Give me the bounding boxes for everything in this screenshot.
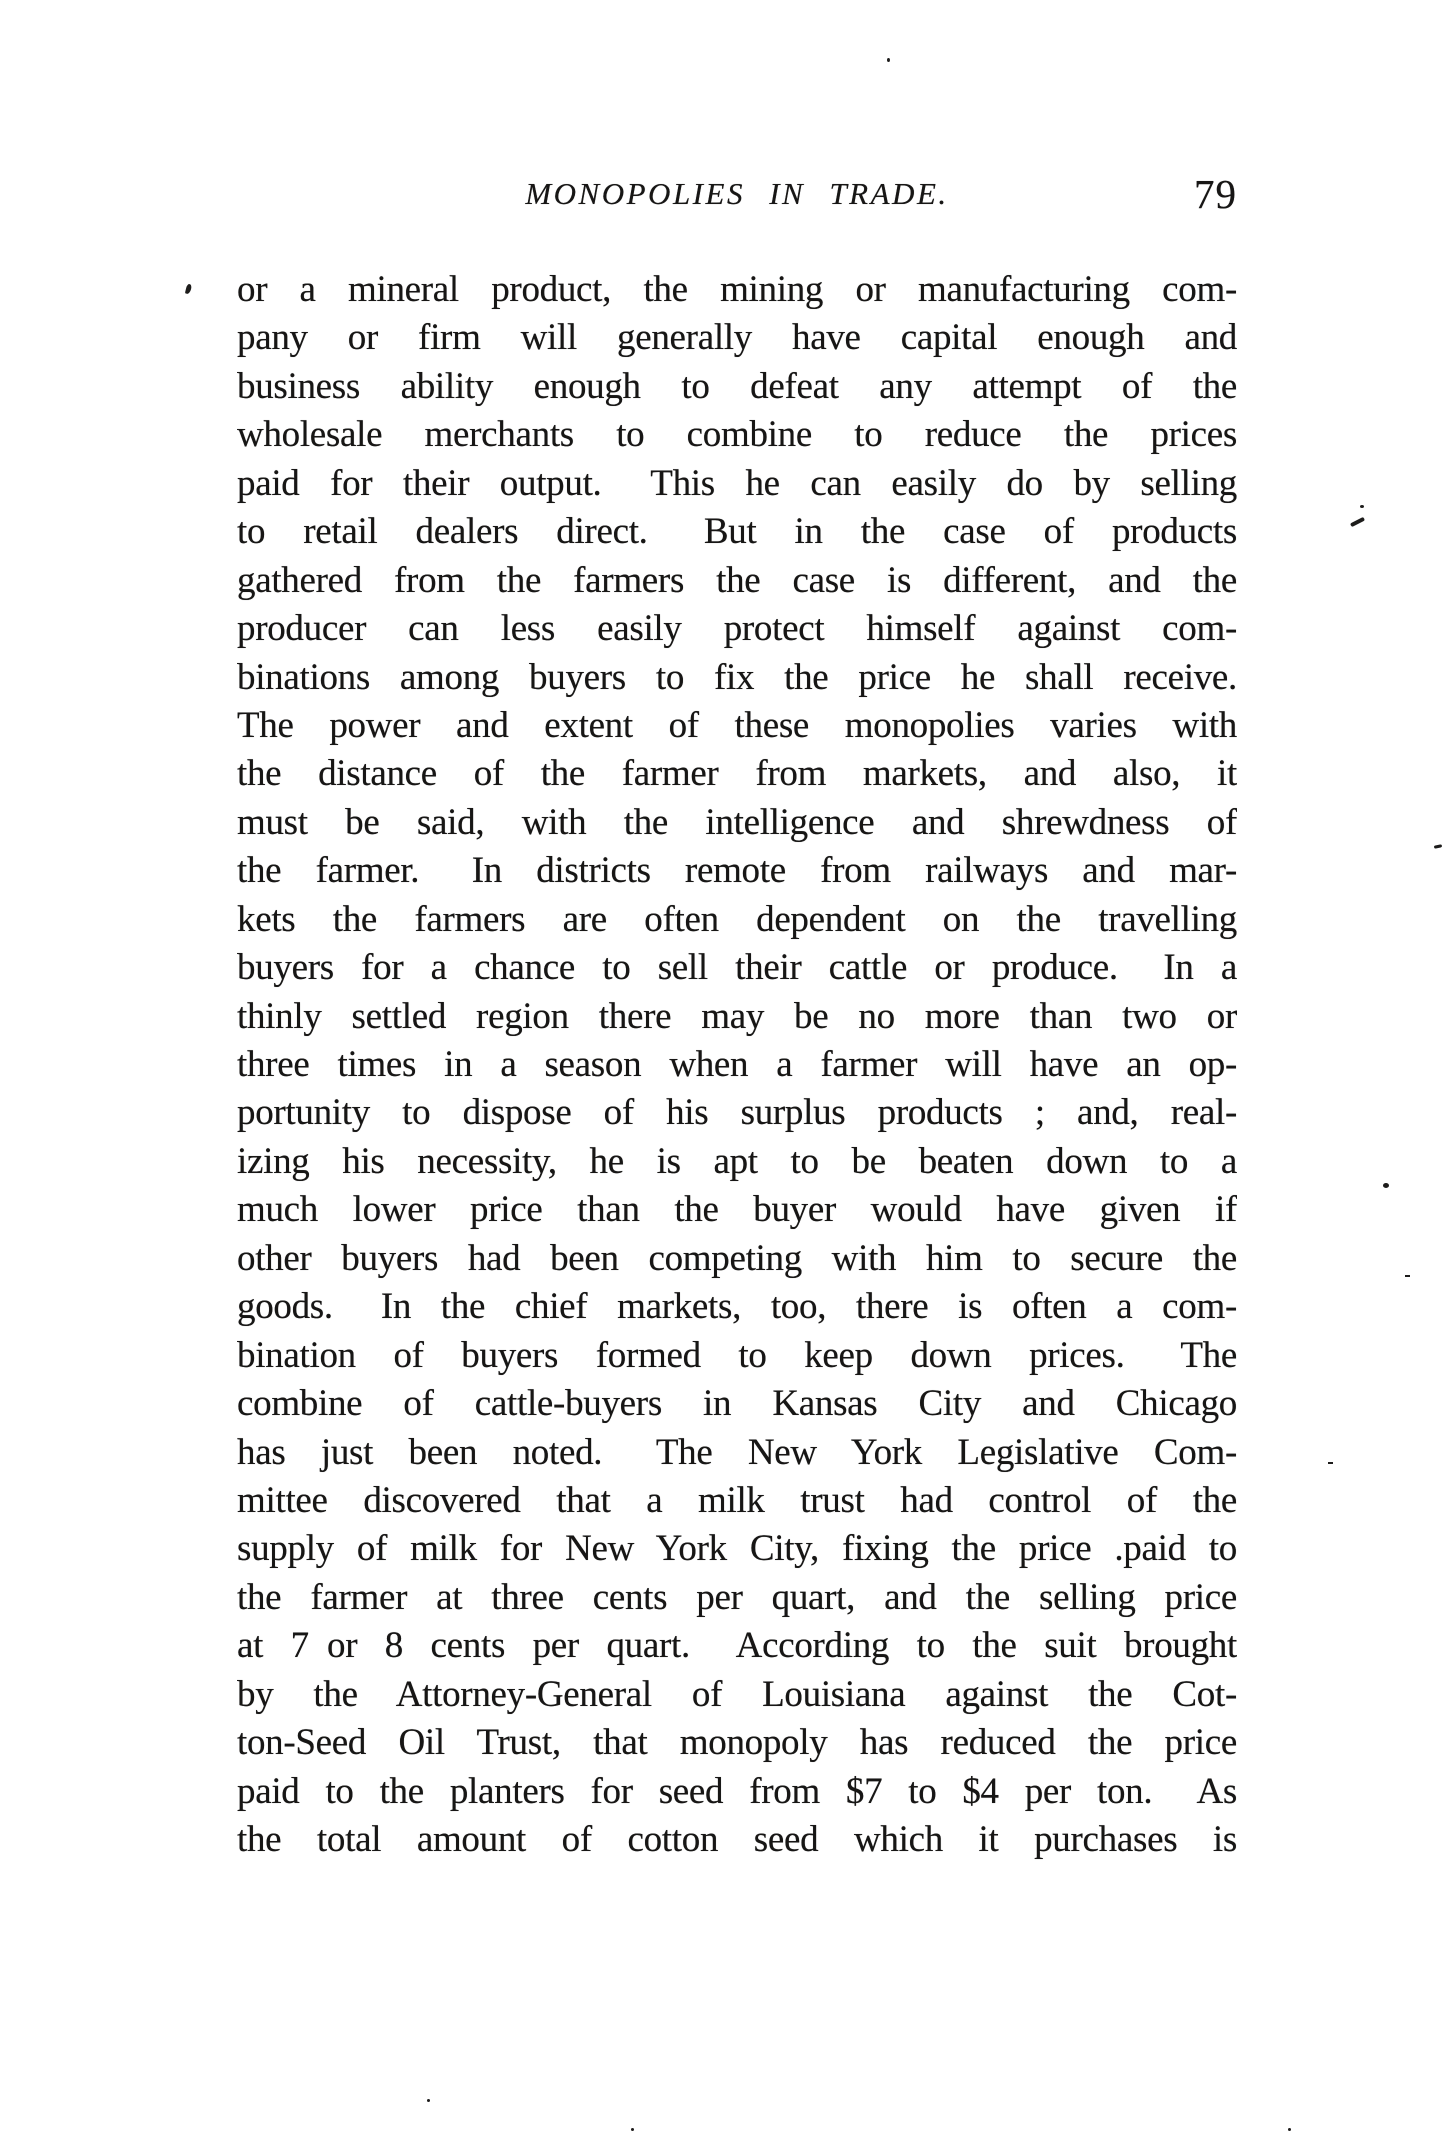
text-line: by the Attorney-General of Louisiana against the Cot- [237, 1673, 1237, 1715]
text-line: at 7 or 8 cents per quart. According to the suit brought [237, 1625, 1237, 1667]
scan-artifact [185, 284, 192, 295]
scan-artifact [1328, 1462, 1333, 1464]
text-line: the farmer. In districts remote from railways and mar- [237, 850, 1237, 892]
scan-artifact [1350, 517, 1365, 527]
scan-artifact [1434, 844, 1442, 849]
text-line: buyers for a chance to sell their cattle or produce. In a [237, 947, 1237, 989]
text-line: paid to the planters for seed from $7 to $4 per ton. As [237, 1770, 1237, 1812]
text-line: the total amount of cotton seed which it purchases is [237, 1819, 1237, 1860]
text-line: portunity to dispose of his surplus products ; and, real- [237, 1092, 1237, 1134]
text-line: other buyers had been competing with him to secure the [237, 1237, 1237, 1279]
scan-artifact [1405, 1275, 1410, 1277]
text-line: kets the farmers are often dependent on the travelling [237, 898, 1237, 940]
text-line: three times in a season when a farmer will have an op- [237, 1044, 1237, 1085]
text-line: The power and extent of these monopolies varies with [237, 704, 1237, 746]
scan-artifact [1360, 505, 1364, 508]
text-line: the farmer at three cents per quart, and the selling price [237, 1576, 1237, 1618]
text-line: binations among buyers to fix the price he shall receive. [237, 656, 1237, 698]
text-line: combine of cattle-buyers in Kansas City and Chicago [237, 1383, 1237, 1425]
text-line: business ability enough to defeat any attempt of the [237, 365, 1237, 407]
text-line: paid for their output. This he can easily do by selling [237, 462, 1237, 504]
text-line: or a mineral product, the mining or manufacturing com- [237, 269, 1237, 310]
scan-artifact [1383, 1183, 1389, 1188]
text-line: goods. In the chief markets, too, there is often a com- [237, 1286, 1237, 1328]
text-line: gathered from the farmers the case is different, and the [237, 559, 1237, 601]
text-line: pany or firm will generally have capital enough and [237, 317, 1237, 359]
scan-artifact [887, 58, 890, 62]
text-line: wholesale merchants to combine to reduce the prices [237, 414, 1237, 456]
page-title: MONOPOLIES IN TRADE. [525, 176, 949, 211]
text-line: thinly settled region there may be no more than two or [237, 995, 1237, 1037]
scan-artifact [1288, 2128, 1291, 2131]
text-line: must be said, with the intelligence and shrewdness of [237, 801, 1237, 843]
text-line: producer can less easily protect himself against com- [237, 608, 1237, 650]
text-line: to retail dealers direct. But in the case of products [237, 511, 1237, 553]
text-line: izing his necessity, he is apt to be beaten down to a [237, 1140, 1237, 1182]
text-line: supply of milk for New York City, fixing the price .paid to [237, 1528, 1237, 1570]
text-line: the distance of the farmer from markets, and also, it [237, 753, 1237, 795]
text-line: mittee discovered that a milk trust had control of the [237, 1479, 1237, 1521]
text-line: much lower price than the buyer would have given if [237, 1189, 1237, 1231]
text-line: bination of buyers formed to keep down prices. The [237, 1334, 1237, 1376]
text-line: has just been noted. The New York Legislative Com- [237, 1431, 1237, 1473]
scan-artifact [427, 2099, 430, 2102]
body-text [237, 266, 1237, 1864]
running-header [237, 171, 1237, 228]
scan-artifact [631, 2128, 634, 2131]
page-number: 79 [1194, 171, 1237, 217]
text-line: ton-Seed Oil Trust, that monopoly has reduced the price [237, 1722, 1237, 1764]
